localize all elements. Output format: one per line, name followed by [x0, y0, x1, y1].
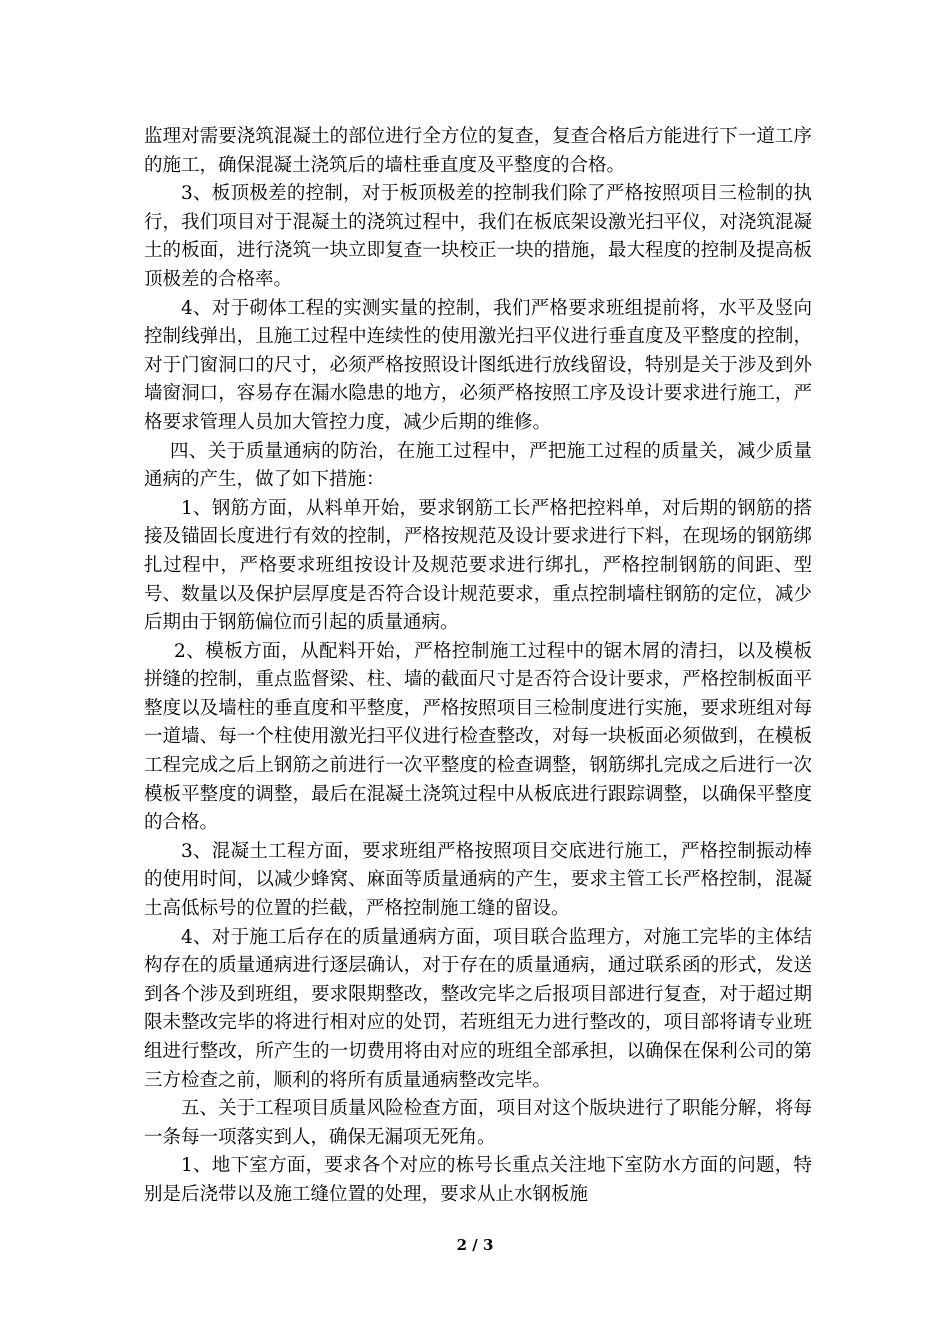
- paragraph-rebar: 1、钢筋方面，从料单开始，要求钢筋工长严格把控料单，对后期的钢筋的搭接及锚固长度进行有效的控制，严格按规范及设计要求进行下料，在现场的钢筋绑扎过程中，严格要求班组按设计及规范要求进行绑扎，严格控制钢筋的间距、型号、数量以及保护层厚度是否符合设计规范要求，重点控制墙柱钢筋的定位，减少后期由于钢筋偏位而引起的质量通病。: [144, 497, 812, 634]
- document-body: [144, 123, 812, 1210]
- page-number: 2 / 3: [456, 1236, 494, 1254]
- paragraph-basement: 1、地下室方面，要求各个对应的栋号长重点关注地下室防水方面的问题，特别是后浇带以及施工缝位置的处理，要求从止水钢板施: [144, 1155, 812, 1205]
- paragraph-board-level-control: 3、板顶极差的控制，对于板顶极差的控制我们除了严格按照项目三检制的执行，我们项目对于混凝土的浇筑过程中，我们在板底架设激光扫平仪，对浇筑混凝土的板面，进行浇筑一块立即复查一块校正一块的措施，最大程度的控制及提高板顶极差的合格率。: [144, 183, 812, 290]
- paragraph-formwork: 2、模板方面，从配料开始，严格控制施工过程中的锯木屑的清扫，以及模板拼缝的控制，重点监督梁、柱、墙的截面尺寸是否符合设计要求，严格控制板面平整度以及墙柱的垂直度和平整度，严格按照项目三检制度进行实施，要求班组对每一道墙、每一个柱使用激光扫平仪进行检查整改，对每一块板面必须做到，在模板工程完成之后上钢筋之前进行一次平整度的检查调整，钢筋绑扎完成之后进行一次模板平整度的调整，最后在混凝土浇筑过程中从板底进行跟踪调整，以确保平整度的合格。: [144, 640, 812, 834]
- paragraph-masonry-measurement: 4、对于砌体工程的实测实量的控制，我们严格要求班组提前将，水平及竖向控制线弹出，且施工过程中连续性的使用激光扫平仪进行垂直度及平整度的控制，对于门窗洞口的尺寸，必须严格按照设计图纸进行放线留设，特别是关于涉及到外墙窗洞口，容易存在漏水隐患的地方，必须严格按照工序及设计要求进行施工，严格要求管理人员加大管控力度，减少后期的维修。: [144, 297, 812, 433]
- section-heading-quality-defects: 四、关于质量通病的防治，在施工过程中，严把施工过程的质量关，减少质量通病的产生，做了如下措施：: [144, 440, 812, 491]
- section-heading-quality-risk: 五、关于工程项目质量风险检查方面，项目对这个版块进行了职能分解，将每一条每一项落实到人，确保无漏项无死角。: [144, 1098, 812, 1148]
- paragraph-continuation: 监理对需要浇筑混凝土的部位进行全方位的复查，复查合格后方能进行下一道工序的施工，确保混凝土浇筑后的墙柱垂直度及平整度的合格。: [144, 126, 812, 176]
- paragraph-concrete: 3、混凝土工程方面，要求班组严格按照项目交底进行施工，严格控制振动棒的使用时间，以减少蜂窝、麻面等质量通病的产生，要求主管工长严格控制，混凝土高低标号的位置的拦截，严格控制施工缝的留设。: [144, 840, 812, 920]
- paragraph-post-construction-defects: 4、对于施工后存在的质量通病方面，项目联合监理方，对施工完毕的主体结构存在的质量通病进行逐层确认，对于存在的质量通病，通过联系函的形式，发送到各个涉及到班组，要求限期整改，整改完毕之后报项目部进行复查，对于超过期限未整改完毕的将进行相对应的处罚，若班组无力进行整改的，项目部将请专业班组进行整改，所产生的一切费用将由对应的班组全部承担，以确保在保利公司的第三方检查之前，顺利的将所有质量通病整改完毕。: [144, 926, 812, 1091]
